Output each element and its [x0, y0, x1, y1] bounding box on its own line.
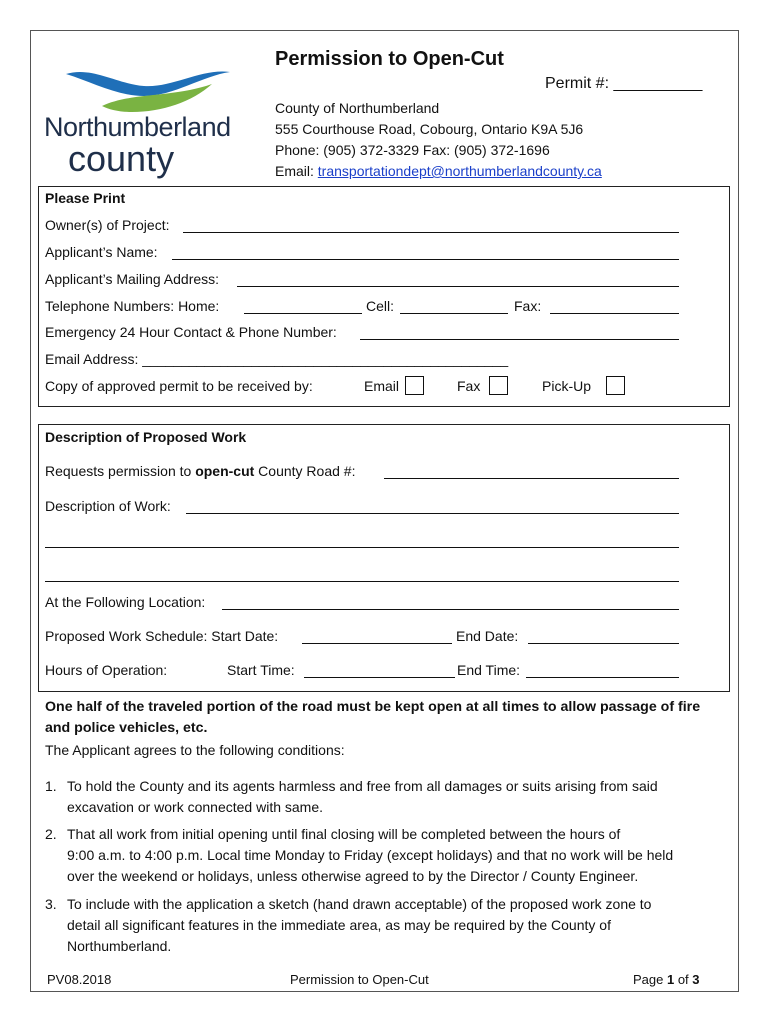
end-time-label: End Time:	[457, 662, 521, 678]
email-address-field[interactable]: Email Address: _______________________________________________	[45, 351, 509, 367]
work-description-line-3[interactable]	[45, 581, 679, 582]
start-date-field[interactable]	[302, 643, 452, 644]
work-description-label: Description of Work:	[45, 498, 171, 514]
telephone-cell-field[interactable]	[400, 313, 508, 314]
emergency-contact-field[interactable]	[360, 339, 679, 340]
start-time-label: Start Time:	[227, 662, 295, 678]
county-logo	[44, 62, 262, 182]
county-email-link[interactable]: transportationdept@northumberlandcounty.ca	[317, 163, 602, 179]
mailing-address-field[interactable]	[237, 286, 679, 287]
county-phone: Phone: (905) 372-3329 Fax: (905) 372-1696	[275, 142, 550, 158]
emergency-contact-label: Emergency 24 Hour Contact & Phone Number:	[45, 324, 337, 340]
hours-label: Hours of Operation:	[45, 662, 168, 678]
footer-title: Permission to Open-Cut	[290, 972, 429, 987]
road-request-label: Requests permission to open-cut County Road #:	[45, 463, 356, 479]
applicant-name-field[interactable]	[172, 259, 679, 260]
county-street: 555 Courthouse Road, Cobourg, Ontario K9A 5J6	[275, 121, 584, 137]
email-checkbox[interactable]	[405, 376, 424, 395]
work-description-line-2[interactable]	[45, 547, 679, 548]
description-heading: Description of Proposed Work	[45, 429, 247, 445]
telephone-fax-label: Fax:	[514, 298, 542, 314]
county-address	[275, 98, 602, 182]
page-title: Permission to Open-Cut	[275, 48, 504, 70]
page-number: Page 1 of 3	[633, 972, 700, 987]
option-email-label: Email	[364, 378, 400, 394]
please-print-heading: Please Print	[45, 190, 126, 206]
location-field[interactable]	[222, 609, 679, 610]
schedule-label: Proposed Work Schedule: Start Date:	[45, 628, 279, 644]
road-open-warning: One half of the traveled portion of the road must be kept open at all times to allow passage of fire and police vehicles, etc.	[45, 699, 701, 736]
fax-checkbox[interactable]	[489, 376, 508, 395]
permit-number-field[interactable]: Permit #: __________	[545, 75, 703, 92]
logo-wordmark-line2: county	[68, 138, 175, 179]
mailing-address-label: Applicant’s Mailing Address:	[45, 271, 220, 287]
start-time-field[interactable]	[304, 677, 455, 678]
option-fax-label: Fax	[457, 378, 481, 394]
option-pickup-label: Pick-Up	[542, 378, 592, 394]
conditions-intro: The Applicant agrees to the following conditions:	[45, 742, 345, 758]
telephone-home-label: Telephone Numbers: Home:	[45, 298, 220, 314]
county-email-row: Email: transportationdept@northumberlandcounty.ca	[275, 163, 602, 179]
county-road-field[interactable]	[384, 478, 679, 479]
form-code: PV08.2018	[47, 972, 112, 987]
telephone-fax-field[interactable]	[550, 313, 679, 314]
end-date-label: End Date:	[456, 628, 519, 644]
end-date-field[interactable]	[528, 643, 679, 644]
logo-swoosh-icon	[62, 62, 232, 114]
end-time-field[interactable]	[526, 677, 679, 678]
county-name: County of Northumberland	[275, 100, 440, 116]
logo-wordmark-line1: Northumberland	[44, 112, 231, 142]
applicant-name-label: Applicant’s Name:	[45, 244, 158, 260]
pickup-checkbox[interactable]	[606, 376, 625, 395]
work-description-field[interactable]	[186, 513, 679, 514]
copy-received-label: Copy of approved permit to be received by:	[45, 378, 313, 394]
telephone-cell-label: Cell:	[366, 298, 395, 314]
location-label: At the Following Location:	[45, 594, 206, 610]
owner-label: Owner(s) of Project:	[45, 217, 170, 233]
telephone-home-field[interactable]	[244, 313, 362, 314]
owner-field[interactable]	[183, 232, 679, 233]
